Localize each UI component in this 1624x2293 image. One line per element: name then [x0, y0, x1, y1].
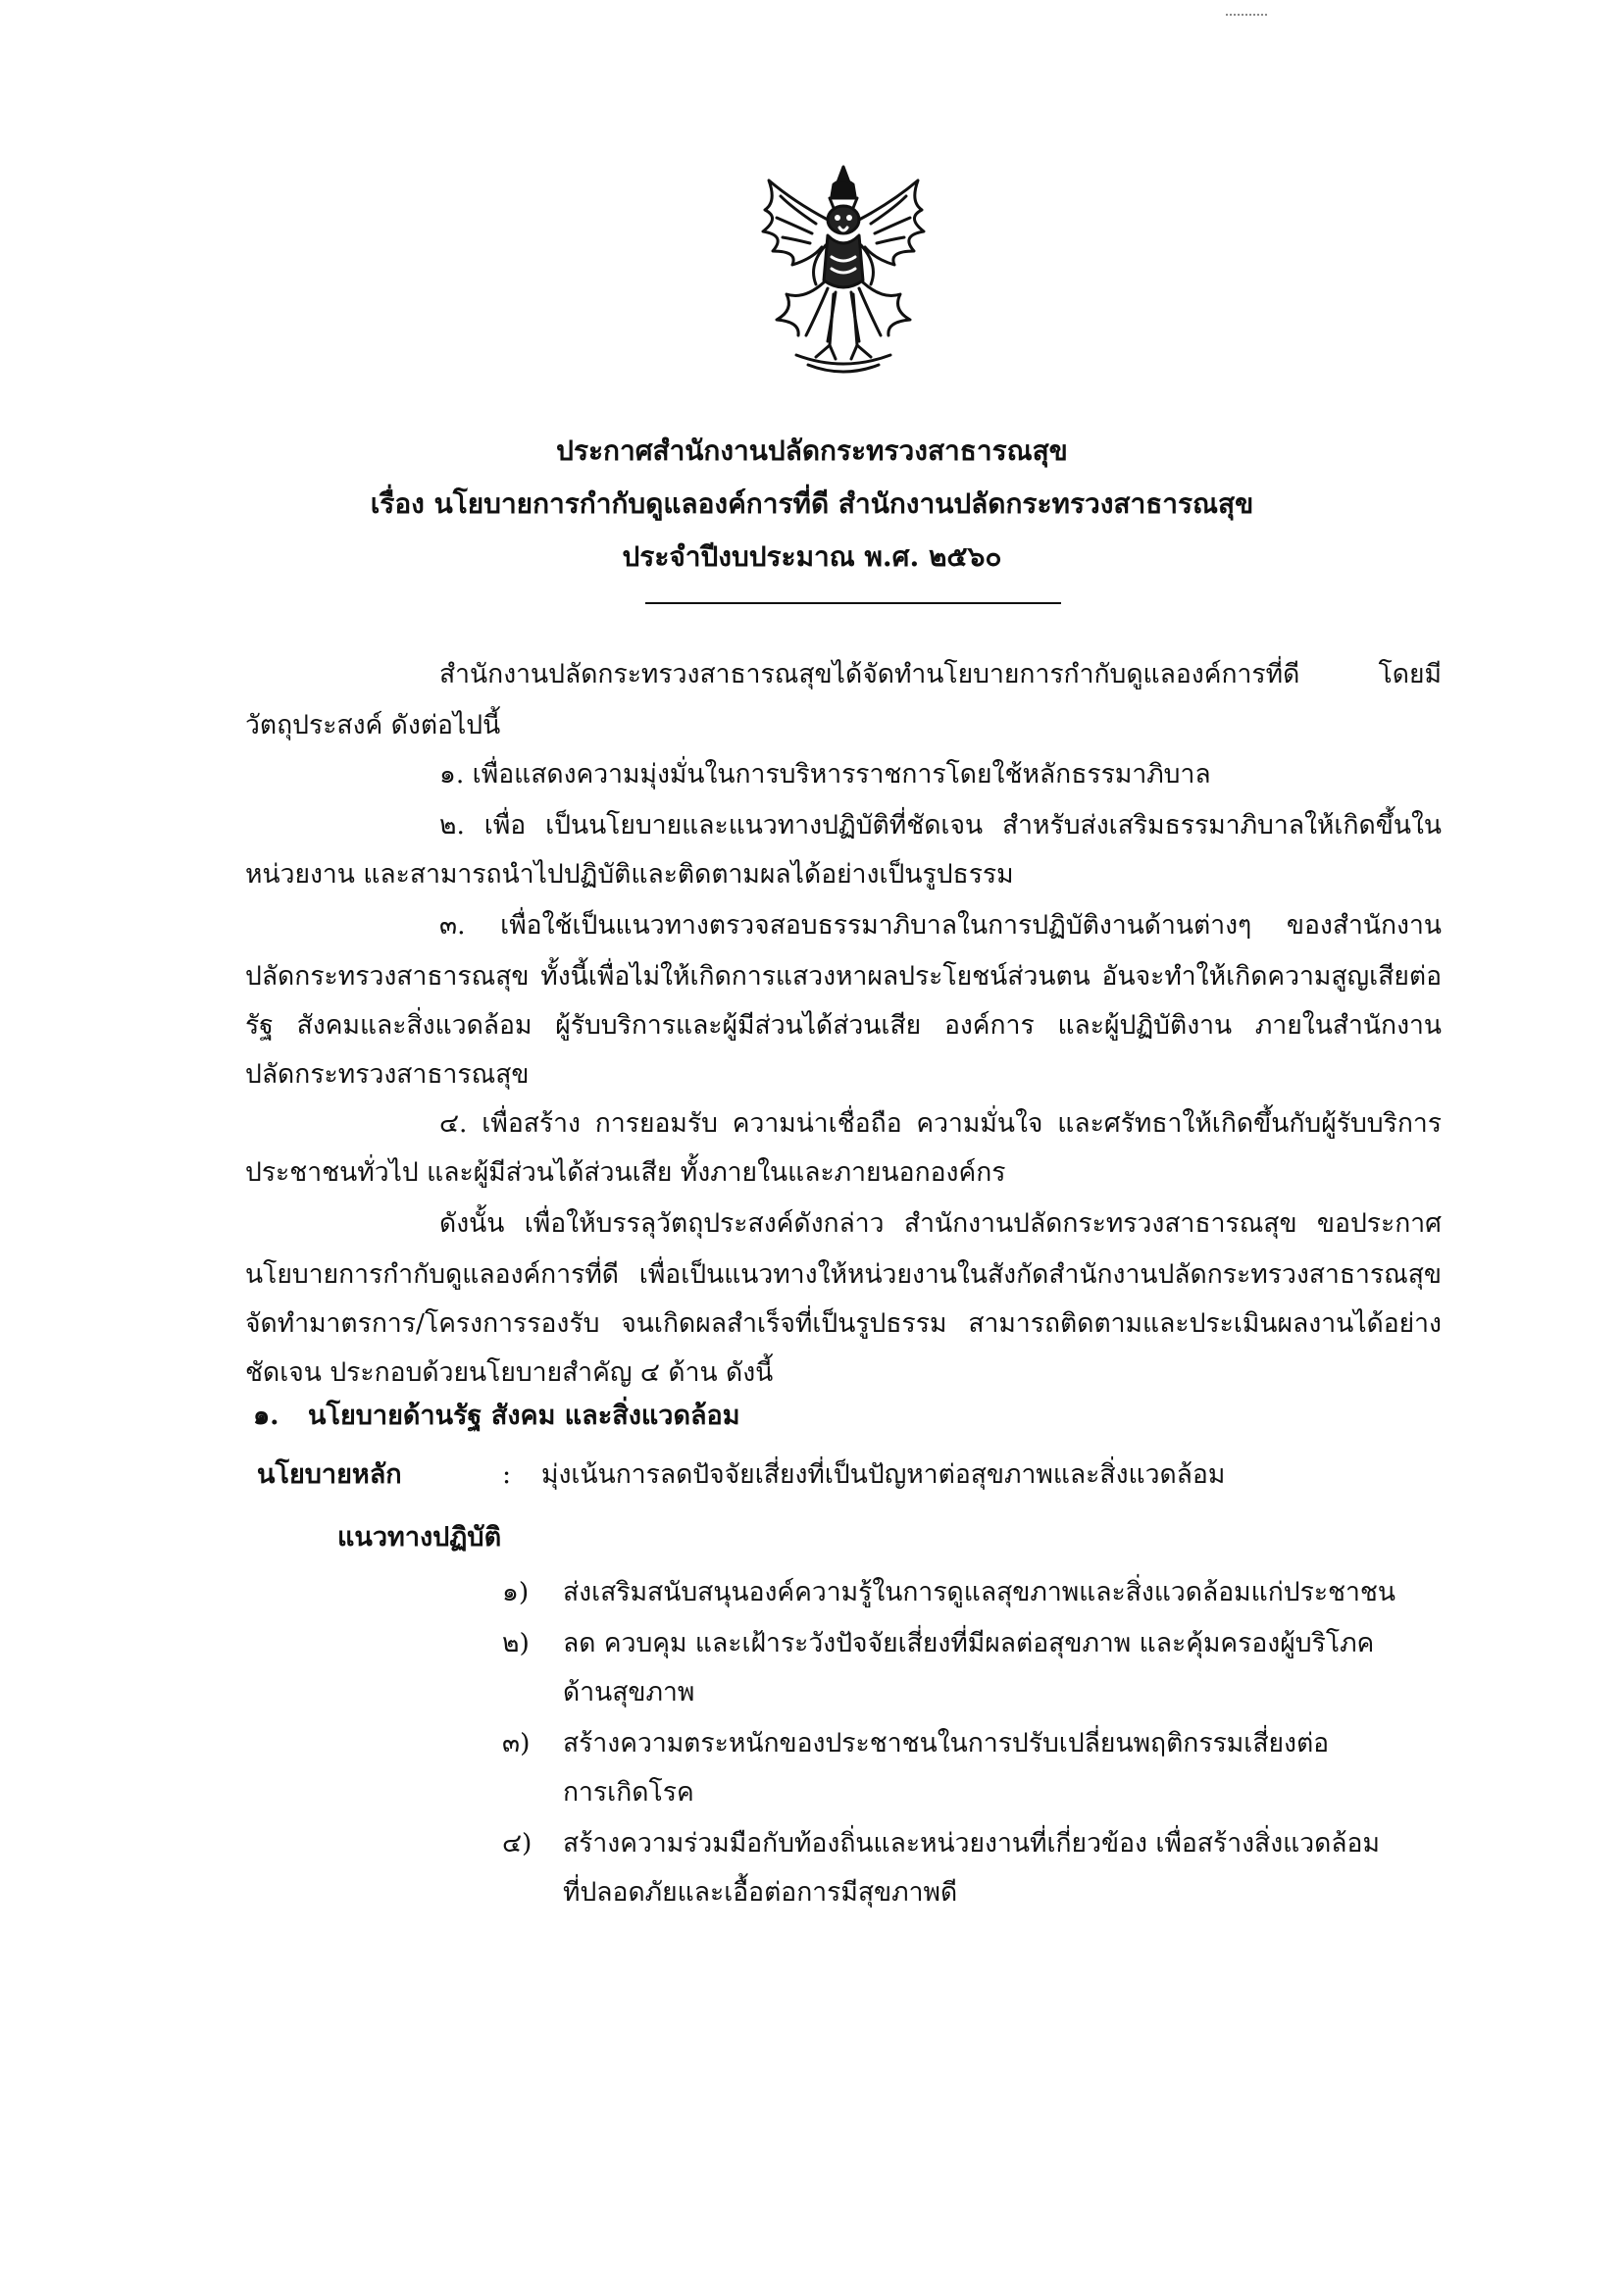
conclusion-line-1: ดังนั้น เพื่อให้บรรลุวัตถุประสงค์ดังกล่าว สำนักงานปลัดกระทรวงสาธารณสุข ขอประกาศ [439, 1208, 1442, 1239]
guideline-item-3-number: ๓) [502, 1728, 531, 1758]
guideline-item-1-number: ๑) [502, 1577, 530, 1607]
conclusion-line-2: นโยบายการกำกับดูแลองค์การที่ดี เพื่อเป็นแนวทางให้หน่วยงานในสังกัดสำนักงานปลัดกระทรวงสาธารณสุข [245, 1259, 1442, 1290]
section-1-heading [253, 1397, 740, 1436]
announcement-title: ประกาศสำนักงานปลัดกระทรวงสาธารณสุข [556, 434, 1068, 467]
guideline-item-4-number: ๔) [502, 1828, 533, 1859]
objective-2-line-1: ๒. เพื่อ เป็นนโยบายและแนวทางปฏิบัติที่ชัดเจน สำหรับส่งเสริมธรรมาภิบาลให้เกิดขึ้นใน [439, 810, 1442, 841]
main-policy-label: นโยบายหลัก [257, 1459, 402, 1490]
conclusion-line-3: จัดทำมาตรการ/โครงการรองรับ จนเกิดผลสำเร็จที่เป็นรูปธรรม สามารถติดตามและประเมินผลงานได้อย่าง [245, 1308, 1442, 1339]
guideline-label: แนวทางปฏิบัติ [337, 1522, 502, 1553]
intro-line-2: วัตถุประสงค์ ดังต่อไปนี้ [245, 710, 501, 740]
fiscal-year: ประจำปีงบประมาณ พ.ศ. ๒๕๖๐ [622, 540, 1002, 573]
scan-mark [1226, 14, 1267, 19]
objective-1: ๑. เพื่อแสดงความมุ่งมั่นในการบริหารราชการโดยใช้หลักธรรมาภิบาล [439, 759, 1211, 790]
guideline-item-2-text-cont: ด้านสุขภาพ [563, 1677, 695, 1707]
objective-3-line-3: รัฐ สังคมและสิ่งแวดล้อม ผู้รับบริการและผู้มีส่วนได้ส่วนเสีย องค์การ และผู้ปฏิบัติงาน ภายในสำนักงาน [245, 1010, 1442, 1041]
main-policy-colon: : [502, 1459, 512, 1490]
conclusion-line-4: ชัดเจน ประกอบด้วยนโยบายสำคัญ ๔ ด้าน ดังนี้ [245, 1357, 774, 1388]
guideline-item-4-text: สร้างความร่วมมือกับท้องถิ่นและหน่วยงานที่เกี่ยวข้อง เพื่อสร้างสิ่งแวดล้อม [563, 1828, 1380, 1859]
section-1-title: นโยบายด้านรัฐ สังคม และสิ่งแวดล้อม [308, 1401, 740, 1431]
guideline-item-4-text-cont: ที่ปลอดภัยและเอื้อต่อการมีสุขภาพดี [563, 1877, 958, 1908]
title-divider [645, 602, 1061, 604]
intro-line-1: สำนักงานปลัดกระทรวงสาธารณสุขได้จัดทำนโยบายการกำกับดูแลองค์การที่ดี โดยมี [439, 659, 1442, 689]
guideline-item-3-text-cont: การเกิดโรค [563, 1777, 694, 1808]
guideline-item-3-text: สร้างความตระหนักของประชาชนในการปรับเปลี่ยนพฤติกรรมเสี่ยงต่อ [563, 1728, 1330, 1758]
guideline-item-2-number: ๒) [502, 1628, 530, 1658]
objective-4-line-1: ๔. เพื่อสร้าง การยอมรับ ความน่าเชื่อถือ ความมั่นใจ และศรัทธาให้เกิดขึ้นกับผู้รับบริการ [439, 1108, 1442, 1139]
guideline-item-1-text: ส่งเสริมสนับสนุนองค์ความรู้ในการดูแลสุขภาพและสิ่งแวดล้อมแก่ประชาชน [563, 1577, 1396, 1607]
main-policy-value: มุ่งเน้นการลดปัจจัยเสี่ยงที่เป็นปัญหาต่อสุขภาพและสิ่งแวดล้อม [541, 1459, 1226, 1490]
guideline-item-2-text: ลด ควบคุม และเฝ้าระวังปัจจัยเสี่ยงที่มีผลต่อสุขภาพ และคุ้มครองผู้บริโภค [563, 1628, 1375, 1658]
garuda-emblem-icon [747, 163, 939, 375]
objective-2-line-2: หน่วยงาน และสามารถนำไปปฏิบัติและติดตามผลได้อย่างเป็นรูปธรรม [245, 859, 1014, 890]
objective-3-line-2: ปลัดกระทรวงสาธารณสุข ทั้งนี้เพื่อไม่ให้เกิดการแสวงหาผลประโยชน์ส่วนตน อันจะทำให้เกิดความสูญเสียต่อ [245, 961, 1442, 992]
objective-3-line-4: ปลัดกระทรวงสาธารณสุข [245, 1059, 530, 1090]
section-1-number: ๑. [253, 1401, 279, 1431]
objective-3-line-1: ๓. เพื่อใช้เป็นแนวทางตรวจสอบธรรมาภิบาลในการปฏิบัติงานด้านต่างๆ ของสำนักงาน [439, 910, 1442, 941]
objective-4-line-2: ประชาชนทั่วไป และผู้มีส่วนได้ส่วนเสีย ทั้งภายในและภายนอกองค์กร [245, 1157, 1006, 1188]
announcement-subject: เรื่อง นโยบายการกำกับดูแลองค์การที่ดี สำนักงานปลัดกระทรวงสาธารณสุข [370, 487, 1254, 520]
